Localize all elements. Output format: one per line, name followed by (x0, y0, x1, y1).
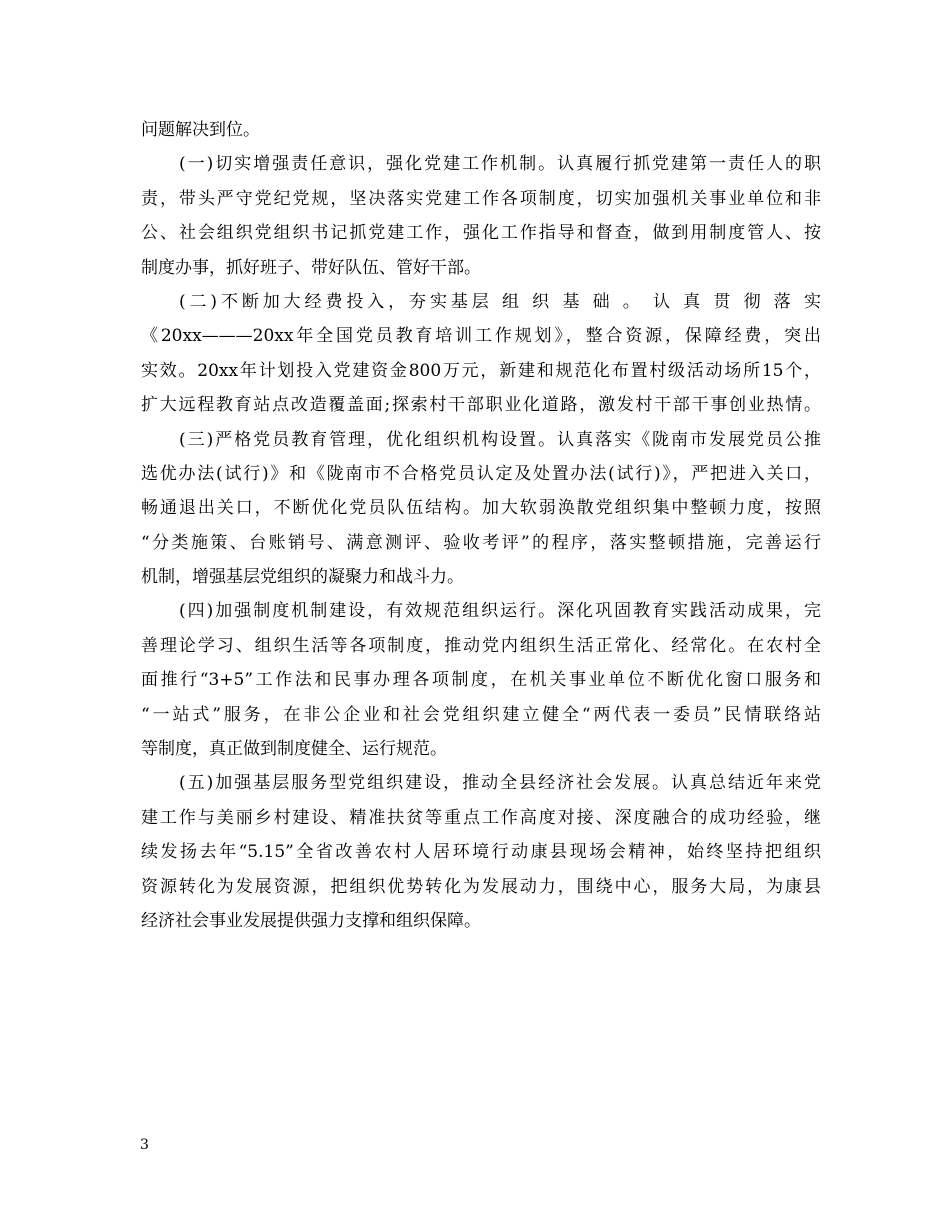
text-line: 善理论学习、组织生活等各项制度，推动党内组织生活正常化、经常化。在农村全 (141, 635, 821, 656)
text-line: “一站式”服务，在非公企业和社会党组织建立健全“两代表一委员”民情联络站 (141, 704, 821, 725)
text-line: 公、社会组织党组织书记抓党建工作，强化工作指导和督查，做到用制度管人、按 (141, 223, 821, 244)
paragraph-2-heading-line: (二)不断加大经费投入，夯实基层 组 织 基 础 。 认 真 贯 彻 落 实 (179, 291, 821, 312)
text-line: 实效。20xx年计划投入党建资金800万元，新建和规范化布置村级活动场所15个， (141, 360, 821, 381)
paragraph-5-heading-line: (五)加强基层服务型党组织建设，推动全县经济社会发展。认真总结近年来党 (179, 773, 821, 794)
text-line: 等制度，真正做到制度健全、运行规范。 (141, 739, 447, 760)
paragraph-4-heading-line: (四)加强制度机制建设，有效规范组织运行。深化巩固教育实践活动成果，完 (179, 601, 821, 622)
body-text (141, 113, 821, 938)
text-line: 资源转化为发展资源，把组织优势转化为发展动力，围绕中心，服务大局，为康县 (141, 876, 821, 897)
text-line: 责，带头严守党纪党规，坚决落实党建工作各项制度，切实加强机关事业单位和非 (141, 188, 821, 209)
text-line: 续发扬去年“5.15”全省改善农村人居环境行动康县现场会精神，始终坚持把组织 (141, 842, 821, 863)
text-line: 选优办法(试行)》和《陇南市不合格党员认定及处置办法(试行)》，严把进入关口， (141, 463, 821, 484)
text-line: 扩大远程教育站点改造覆盖面;探索村干部职业化道路，激发村干部干事创业热情。 (141, 395, 821, 416)
page-number: 3 (140, 1137, 149, 1153)
text-line: 经济社会事业发展提供强力支撑和组织保障。 (141, 910, 481, 931)
paragraph-3-heading-line: (三)严格党员教育管理，优化组织机构设置。认真落实《陇南市发展党员公推 (179, 429, 821, 450)
text-line: 建工作与美丽乡村建设、精准扶贫等重点工作高度对接、深度融合的成功经验，继 (141, 807, 821, 828)
paragraph-1-heading-line: (一)切实增强责任意识，强化党建工作机制。认真履行抓党建第一责任人的职 (179, 154, 821, 175)
text-line: 问题解决到位。 (141, 120, 260, 140)
text-line: 制度办事，抓好班子、带好队伍、管好干部。 (141, 257, 481, 278)
text-line: 面推行“3+5”工作法和民事办理各项制度，在机关事业单位不断优化窗口服务和 (141, 670, 821, 691)
text-line: 机制，增强基层党组织的凝聚力和战斗力。 (141, 567, 464, 588)
text-line: 《20xx———20xx年全国党员教育培训工作规划》，整合资源，保障经费，突出 (141, 326, 821, 347)
text-line: “分类施策、台账销号、满意测评、验收考评”的程序，落实整顿措施，完善运行 (141, 532, 821, 553)
text-line: 畅通退出关口，不断优化党员队伍结构。加大软弱涣散党组织集中整顿力度，按照 (141, 498, 821, 519)
